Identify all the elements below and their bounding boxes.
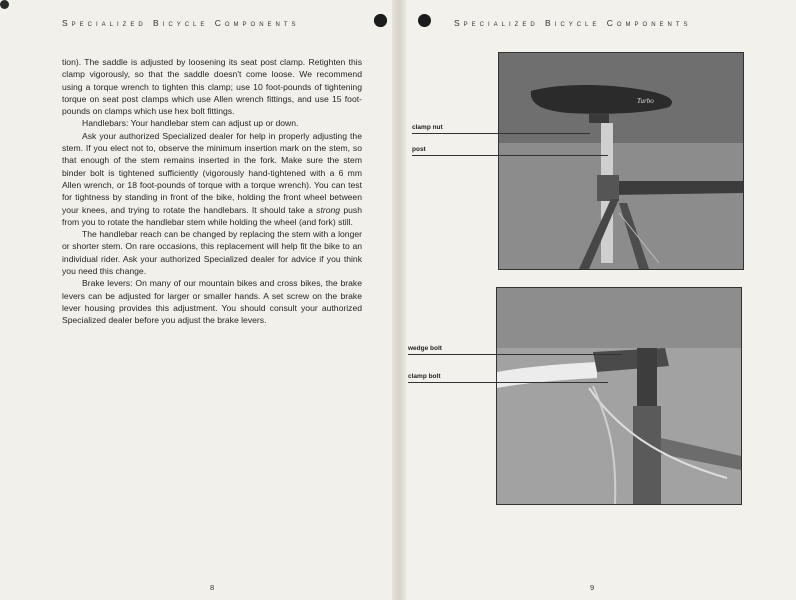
running-header-right: Specialized Bicycle Components	[454, 18, 692, 28]
stem-text-before: Ask your authorized Specialized dealer for help in properly adjusting the stem. If you elect not to, observe the minimum insertion mark on the stem, so that enough of the stem remains inserted in the fork. Make sure the stem binder bolt is tightened sufficiently (vigorously hand-tightened with a 6 mm Allen wrench, or 18 foot-pounds of torque with a torque wrench). You can test for tightness by standing in front of the bike, holding the front wheel between your knees, and trying to rotate the handlebars. It should take a	[62, 130, 362, 215]
page-number-left: 8	[210, 583, 215, 592]
stem-illustration	[497, 288, 741, 504]
binder-hole-small	[0, 0, 9, 9]
seatpost-illustration	[499, 53, 743, 269]
paragraph-stem-adjustment	[62, 130, 362, 228]
stem-photo	[496, 287, 742, 505]
paragraph-handlebars-heading: Handlebars: Your handlebar stem can adjust up or down.	[82, 118, 299, 129]
clamp-nut-shape	[589, 113, 609, 123]
book-gutter	[392, 0, 406, 600]
label-clamp-nut: clamp nut	[412, 124, 443, 131]
stem-emphasis: strong	[316, 204, 341, 215]
page-number-right: 9	[590, 583, 595, 592]
label-post: post	[412, 146, 426, 153]
binder-hole-top	[374, 14, 387, 27]
right-page	[398, 0, 796, 600]
label-clamp-bolt: clamp bolt	[408, 373, 441, 380]
binder-hole-right	[418, 14, 431, 27]
leader-clamp-bolt	[408, 382, 608, 383]
leader-clamp-nut	[412, 133, 590, 134]
body-text	[62, 56, 362, 327]
label-wedge-bolt: wedge bolt	[408, 345, 442, 352]
top-tube-shape	[609, 181, 743, 195]
leader-wedge-bolt	[408, 354, 622, 355]
stem-text-after: push from you to rotate the handlebar stem while holding the wheel (and fork) still.	[62, 204, 362, 227]
paragraph-saddle: tion). The saddle is adjusted by loosening its seat post clamp. Retighten this clamp vigorously, so that the saddle doesn't come loose. We recommend using a torque wrench to tighten this clamp; use 10 foot-pounds of tightening torque on seat post clamps which use Allen wrench fittings, and use 15 foot-pounds on clamps which use hex bolt fittings.	[62, 57, 362, 117]
paragraph-handlebar-reach: The handlebar reach can be changed by replacing the stem with a longer or shorter stem. On rare occasions, this replacement will help fit the bike to an individual rider. Ask your authorized Specialized dealer for advice if you think you need this change.	[62, 229, 362, 277]
paragraph-brake-levers: Brake levers: On many of our mountain bikes and cross bikes, the brake levers can be adjusted for larger or smaller hands. A set screw on the brake lever housing provides this adjustment. You should consult your authorized Specialized dealer before you adjust the brake levers.	[62, 278, 362, 326]
seatpost-photo	[498, 52, 744, 270]
saddle-brand: Turbo	[637, 97, 654, 105]
head-tube-shape	[633, 406, 661, 504]
leader-post	[412, 155, 608, 156]
running-header: Specialized Bicycle Components	[62, 18, 300, 28]
